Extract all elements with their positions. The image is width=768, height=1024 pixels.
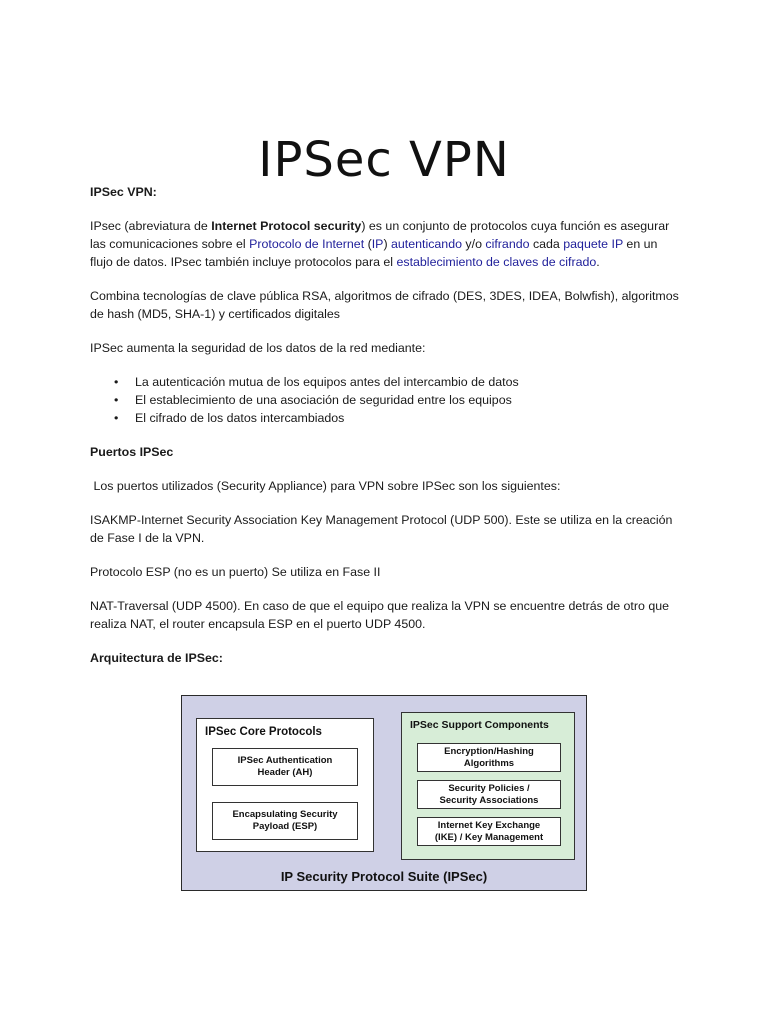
intro-text: ( xyxy=(364,237,372,251)
intro-text: en un flujo de datos. IPsec también incluye protocolos para el xyxy=(90,237,658,269)
intro-text: cada xyxy=(529,237,564,251)
esp-paragraph: Protocolo ESP (no es un puerto) Se utiliza en Fase II xyxy=(90,565,381,579)
security-policies-box xyxy=(417,780,561,809)
esp-label-line1: Encapsulating Security xyxy=(232,809,338,820)
ah-label-line2: Header (AH) xyxy=(257,767,313,778)
list-item: • El establecimiento de una asociación de seguridad entre los equipos xyxy=(114,391,680,409)
link-autenticando[interactable]: autenticando xyxy=(391,237,462,251)
arquitectura-heading: Arquitectura de IPSec: xyxy=(90,651,223,665)
intro-paragraph xyxy=(90,217,680,271)
intro-text: ) es un conjunto de protocolos cuya función es asegurar las comunicaciones sobre el xyxy=(90,219,670,251)
intro-bold-term: Internet Protocol security xyxy=(211,219,362,233)
ah-label-line1: IPSec Authentication xyxy=(237,755,333,766)
support-components-title: IPSec Support Components xyxy=(410,719,549,731)
section-label: IPSec VPN: xyxy=(90,185,157,199)
list-item: • La autenticación mutua de los equipos antes del intercambio de datos xyxy=(114,373,680,391)
link-establecimiento-claves[interactable]: establecimiento de claves de cifrado xyxy=(396,255,597,269)
nat-paragraph: NAT-Traversal (UDP 4500). En caso de que el equipo que realiza la VPN se encuentre detrás de otro que realiza NAT, el router encapsula ESP en el puerto UDP 4500. xyxy=(90,599,670,631)
suite-label: IP Security Protocol Suite (IPSec) xyxy=(280,869,488,884)
page-title: IPSec VPN xyxy=(258,132,510,189)
list-item: • El cifrado de los datos intercambiados xyxy=(114,409,680,427)
intro-text: ) xyxy=(383,237,392,251)
ike-label-line1: Internet Key Exchange xyxy=(437,819,541,831)
ah-box xyxy=(212,748,358,786)
support-components-box xyxy=(401,712,575,860)
core-protocols-box xyxy=(196,718,374,852)
puertos-intro: Los puertos utilizados (Security Appliance) para VPN sobre IPSec son los siguientes: xyxy=(90,479,561,493)
link-ip[interactable]: IP xyxy=(371,237,384,251)
core-protocols-title: IPSec Core Protocols xyxy=(205,726,322,738)
puertos-heading: Puertos IPSec xyxy=(90,445,174,459)
intro-text: y/o xyxy=(461,237,486,251)
ike-label-line2: (IKE) / Key Management xyxy=(434,831,544,843)
enc-label-line2: Algorithms xyxy=(463,757,515,769)
document-body xyxy=(90,183,680,667)
aumenta-paragraph: IPSec aumenta la seguridad de los datos de la red mediante: xyxy=(90,341,426,355)
sp-label-line2: Security Associations xyxy=(439,794,539,806)
ike-box xyxy=(417,817,561,846)
enc-label-line1: Encryption/Hashing xyxy=(444,745,534,757)
encryption-hashing-box xyxy=(417,743,561,772)
bullet-list xyxy=(90,373,680,427)
sp-label-line1: Security Policies / xyxy=(448,782,530,794)
link-cifrando[interactable]: cifrando xyxy=(485,237,530,251)
esp-box xyxy=(212,802,358,840)
link-protocolo-internet[interactable]: Protocolo de Internet xyxy=(249,237,365,251)
esp-label-line2: Payload (ESP) xyxy=(252,821,318,832)
combina-paragraph: Combina tecnologías de clave pública RSA, algoritmos de cifrado (DES, 3DES, IDEA, Bolwfish), algoritmos de hash (MD5, SHA-1) y certificados digitales xyxy=(90,289,679,321)
link-paquete-ip[interactable]: paquete IP xyxy=(563,237,623,251)
ipsec-architecture-diagram xyxy=(181,695,587,891)
intro-text: . xyxy=(596,255,600,269)
isakmp-paragraph: ISAKMP-Internet Security Association Key Management Protocol (UDP 500). Este se utiliza en la creación de Fase I de la VPN. xyxy=(90,513,673,545)
intro-text: IPsec (abreviatura de xyxy=(90,219,212,233)
